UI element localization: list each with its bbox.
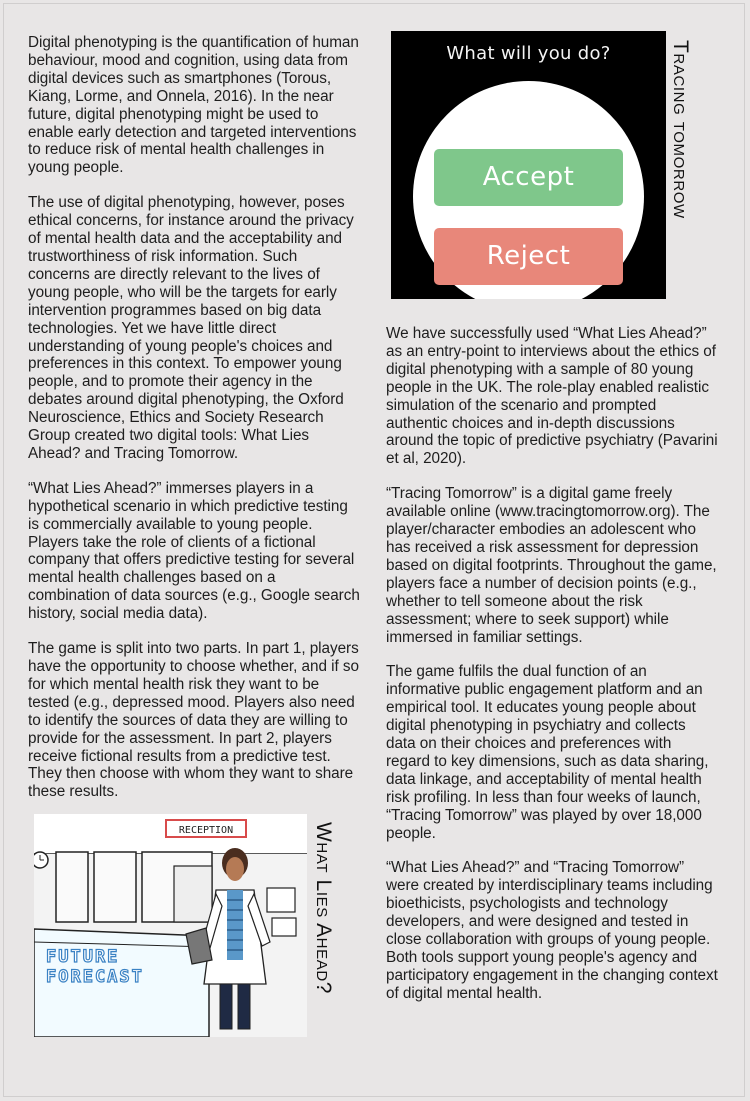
paragraph: The use of digital phenotyping, however, poses ethical concerns, for instance around the privacy of mental health data and the acceptability and trustworthiness of risk information. Such concerns are directly relevant to the lives of young people, who will be the targets for early intervention programmes based on big data technologies. Yet we have little direct understanding of young people's choices and preferences in this context. To empower young people, and to promote their agency in the debates around digital phenotyping, the Oxford Neuroscience, Ethics and Society Research Group created two digital tools: What Lies Ahead? and Tracing Tomorrow. [28, 194, 354, 462]
paragraph: “What Lies Ahead?” immerses players in a hypothetical scenario in which predictive testing is commercially available to young people. Players take the role of clients of a fictional company that offers predictive testing for several mental health challenges based on a combination of data sources (e.g., Google search history, social media data). [28, 479, 360, 623]
reception-scene [34, 814, 307, 1037]
paragraph: The game fulfils the dual function of an informative public engagement platform and an empirical tool. It educates young people about digital phenotyping in psychiatry and collects data on their choices and preferences with regard to key dimensions, such as data sharing, data linkage, and acceptability of mental health risk profiling. In less than four weeks of launch, “Tracing Tomorrow” was played by over 18,000 people. [386, 663, 709, 842]
what-lies-ahead-illustration [34, 814, 307, 1037]
paragraph: “Tracing Tomorrow” is a digital game freely available online (www.tracingtomorrow.org). The player/character embodies an adolescent who has received a risk assessment for depression based on digital footprints. Throughout the game, players face a number of decision points (e.g., whether to tell someone about the risk assessment; where to seek support) while immersed in familiar settings. [386, 485, 717, 646]
desk-text-line2: FORECAST [46, 967, 144, 987]
what-lies-ahead-label: What Lies Ahead? [312, 822, 335, 995]
tracing-tomorrow-screenshot [391, 31, 666, 299]
game-prompt: What will you do? [446, 43, 611, 64]
paragraph: We have successfully used “What Lies Ahead?” as an entry-point to interviews about the ethics of digital phenotyping with a sample of 80 young people in the UK. The role-play enabled realistic simulation of the scenario and prompted authentic choices and in-depth discussions around the topic of predictive psychiatry (Pavarini et al, 2020). [386, 325, 718, 468]
accept-button[interactable]: Accept [434, 149, 623, 206]
paragraph: “What Lies Ahead?” and “Tracing Tomorrow” were created by interdisciplinary teams including bioethicists, psychologists and technology developers, and were designed and tested in close collaboration with groups of young people. Both tools support young people's agency and participatory engagement in the changing context of digital mental health. [386, 859, 718, 1002]
desk-text-line1: FUTURE [46, 947, 120, 967]
reception-sign-text: RECEPTION [178, 825, 234, 836]
left-column [28, 34, 360, 818]
paragraph: Digital phenotyping is the quantification of human behaviour, mood and cognition, using data from digital devices such as smartphones (Torous, Kiang, Lorme, and Onnela, 2016). In the near future, digital phenotyping might be used to enable early detection and targeted interventions to reduce risk of mental health challenges in young people. [28, 34, 359, 177]
tracing-tomorrow-label: Tracing tomorrow [669, 40, 692, 219]
paragraph: The game is split into two parts. In part 1, players have the opportunity to choose whether, and if so for which mental health risk they want to be tested (e.g., depressed mood. Players also need to identify the sources of data they are willing to provide for the assessment. In part 2, players receive fictional results from a predictive test. They then choose with whom they want to share these results. [28, 640, 359, 801]
right-column [386, 325, 718, 1020]
reject-button[interactable]: Reject [434, 228, 623, 285]
